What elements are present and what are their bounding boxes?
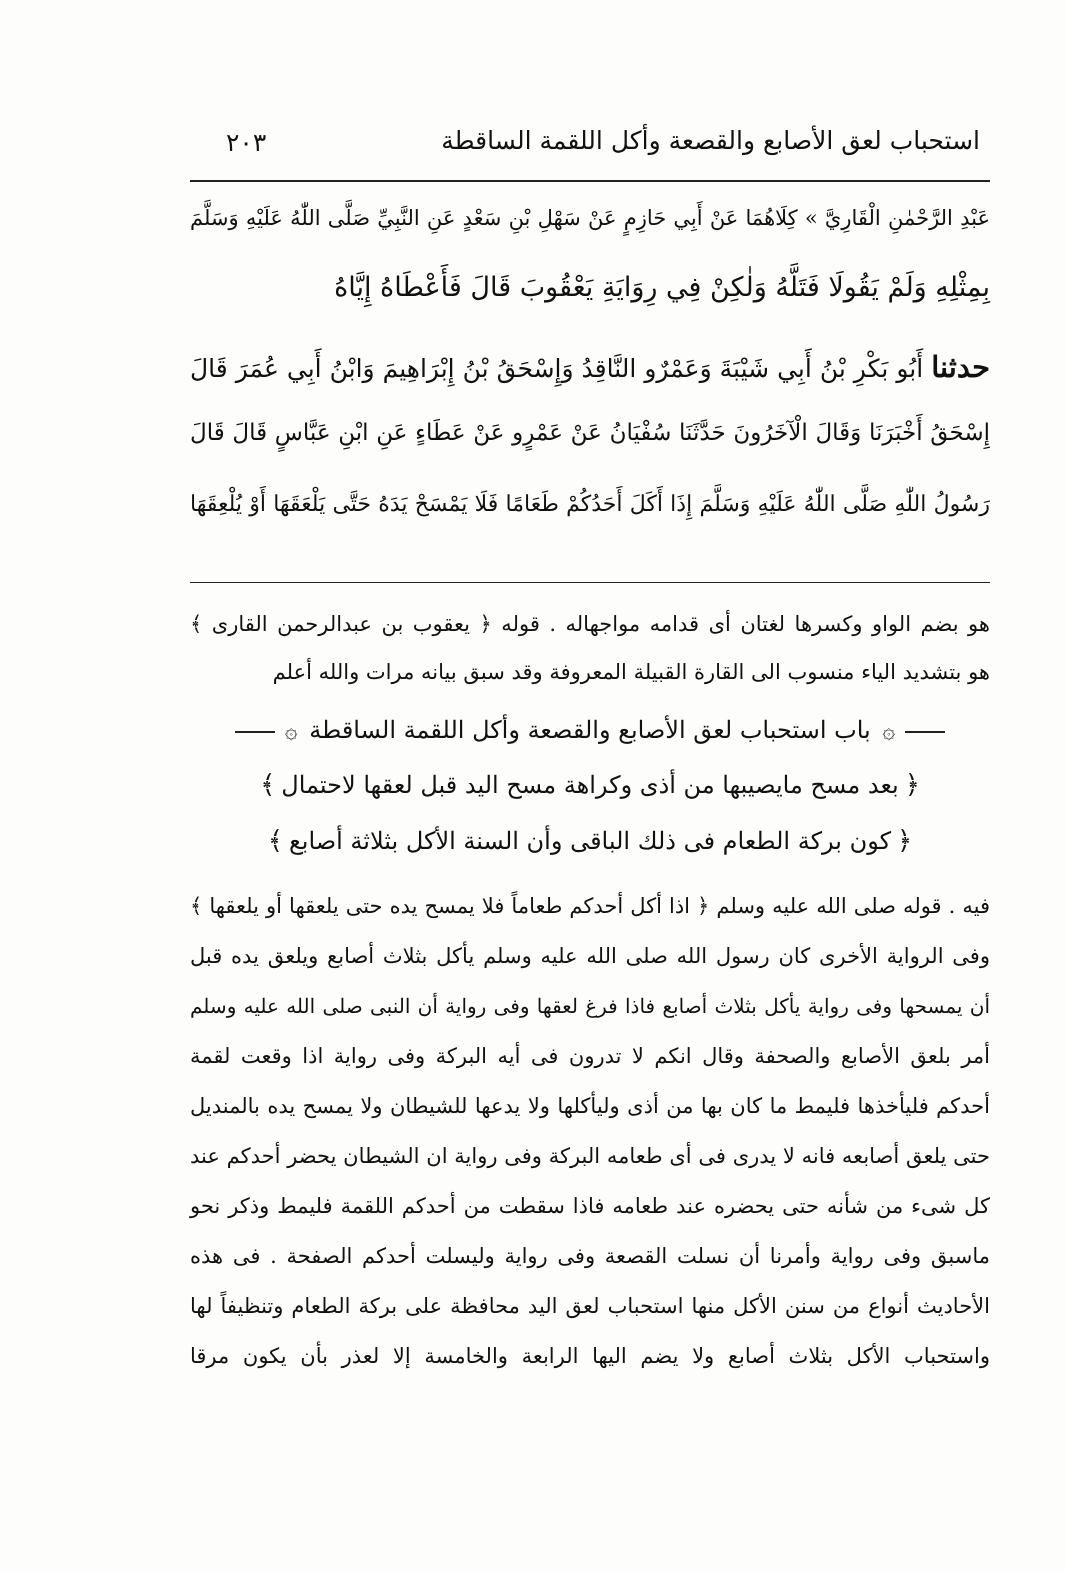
dash-ornament: [235, 731, 275, 733]
hadith-text-line-1: عَبْدِ الرَّحْمٰنِ الْقَارِيَّ » كِلَاهُمَا عَنْ أَبِي حَازِمٍ عَنْ سَهْلِ بْنِ سَعْدٍ عَنِ النَّبِيِّ صَلَّى اللّٰهُ عَلَيْهِ وَسَلَّمَ: [190, 206, 990, 230]
chapter-title-text: باب استحباب لعق الأصابع والقصعة وأكل اللقمة الساقطة: [309, 716, 871, 744]
commentary-body-line: الأحاديث أنواع من سنن الأكل منها استحباب لعق اليد محافظة على بركة الطعام وتنظيفاً لها: [190, 1294, 990, 1318]
chapter-subtitle-2-text: كون بركة الطعام فى ذلك الباقى وأن السنة الأكل بثلاثة أصابع: [288, 827, 892, 855]
ornament-icon: ۞: [284, 719, 298, 744]
page-number: ٢٠٣: [226, 128, 267, 157]
commentary-body-line: واستحباب الأكل بثلاث أصابع ولا يضم اليها الرابعة والخامسة إلا لعذر بأن يكون مرقا: [190, 1344, 990, 1368]
commentary-body-line: كل شىء من شأنه حتى يحضره عند طعامه فاذا سقطت من أحدكم اللقمة فليمط وذكر نحو: [190, 1194, 990, 1218]
commentary-line-1: هو بضم الواو وكسرها لغتان أى قدامه مواجهاله . قوله ﴿ يعقوب بن عبدالرحمن القارى ﴾: [190, 612, 990, 636]
chapter-subtitle-2: [190, 826, 990, 856]
hadith-text-line-5: رَسُولُ اللّٰهِ صَلَّى اللّٰهُ عَلَيْهِ وَسَلَّمَ إِذَا أَكَلَ أَحَدُكُمْ طَعَامًا فَلَا يَمْسَحْ يَدَهُ حَتَّى يَلْعَقَهَا أَوْ يُلْعِقَهَا: [190, 492, 990, 517]
commentary-body-line: ماسبق وفى رواية وأمرنا أن نسلت القصعة وفى رواية وليسلت أحدكم الصفحة . فى هذه: [190, 1244, 990, 1268]
commentary-body-line: أن يمسحها وفى رواية يأكل بثلاث أصابع فاذا فرغ لعقها وفى رواية أن النبى صلى الله عليه وسلم: [190, 994, 990, 1018]
hadith-text-line-2: بِمِثْلِهِ وَلَمْ يَقُولَا فَتَلَّهُ وَلٰكِنْ فِي رِوَايَةِ يَعْقُوبَ قَالَ فَأَعْطَاهُ إِيَّاهُ: [334, 272, 990, 303]
commentary-divider: [190, 582, 990, 583]
hadith-text-line-3-body: أَبُو بَكْرِ بْنُ أَبِي شَيْبَةَ وَعَمْرٌو النَّاقِدُ وَإِسْحَقُ بْنُ إِبْرَاهِيمَ وَابْنُ أَبِي عُمَرَ قَالَ: [190, 354, 924, 383]
dash-ornament: [905, 731, 945, 733]
commentary-body-line: أحدكم فليأخذها فليمط ما كان بها من أذى وليأكلها ولا يدعها للشيطان ولا يمسح يده بالمنديل: [190, 1094, 990, 1118]
bracket-open: ﴿: [904, 770, 920, 800]
hadith-text-line-4: إِسْحَقُ أَخْبَرَنَا وَقَالَ الْآخَرُونَ حَدَّثَنَا سُفْيَانُ عَنْ عَمْرٍو عَنْ عَطَاءٍ عَنِ ابْنِ عَبَّاسٍ قَالَ قَالَ: [190, 420, 990, 446]
commentary-body-line: فيه . قوله صلى الله عليه وسلم ﴿ اذا أكل أحدكم طعاماً فلا يمسح يده حتى يلعقها أو يلعقها ﴾: [190, 894, 990, 918]
commentary-body-line: حتى يلعق أصابعه فانه لا يدرى فى أى طعامه البركة وفى رواية ان الشيطان يحضر أحدكم عند: [190, 1144, 990, 1168]
ornament-icon: ۞: [882, 719, 896, 744]
commentary-body-line: أمر بلعق الأصابع والصحفة وقال انكم لا تدرون فى أيه البركة وفى رواية اذا وقعت لقمة: [190, 1044, 990, 1068]
chapter-subtitle-1: [190, 770, 990, 800]
chapter-subtitle-1-text: بعد مسح مايصيبها من أذى وكراهة مسح اليد قبل لعقها لاحتمال: [281, 771, 899, 799]
bracket-close: ﴾: [267, 826, 283, 856]
running-title: استحباب لعق الأصابع والقصعة وأكل اللقمة الساقطة: [441, 126, 980, 155]
page-header: [190, 122, 990, 172]
commentary-line-2: هو بتشديد الياء منسوب الى القارة القبيلة المعروفة وقد سبق بيانه مرات والله أعلم: [272, 660, 990, 684]
header-rule: [190, 180, 990, 182]
commentary-body-line: وفى الرواية الأخرى كان رسول الله صلى الله عليه وسلم يأكل بثلاث أصابع ويلعق يده قبل: [190, 944, 990, 968]
chapter-title: [190, 716, 990, 744]
bracket-open: ﴿: [897, 826, 913, 856]
bracket-close: ﴾: [260, 770, 276, 800]
haddathana-marker: حدثنا: [931, 350, 990, 384]
hadith-text-line-3: [190, 350, 990, 384]
